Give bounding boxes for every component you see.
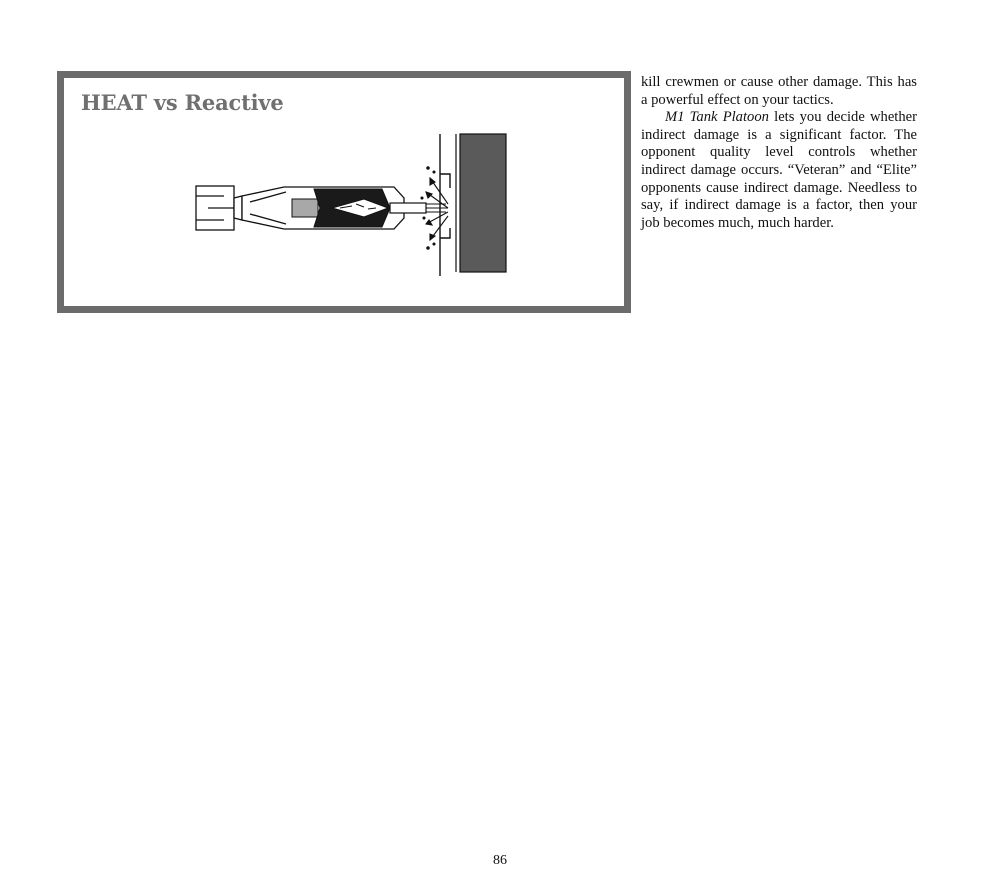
heat-round-illustration [64,78,624,306]
paragraph-1: kill crewmen or cause other damage. This has a powerful effect on your tactics. [641,74,917,108]
reactive-armor-plate [440,134,450,276]
figure-title: HEAT vs Reactive [81,90,284,115]
nose-probe [390,203,426,213]
paragraph-2-text: lets you decide whether indirect damage is a significant factor. The opponent quality level controls whether indirect damage occurs. “Veteran” and “Elite” opponents cause indirect damage. Needless to say, if indirect damage is a factor, then your job becomes much, much harder. [641,109,917,231]
game-title: M1 Tank Platoon [665,109,769,126]
paragraph-2 [641,109,917,232]
page-number: 86 [493,853,507,868]
charge-base [292,199,318,217]
figure-box [57,71,631,313]
main-armor [460,134,506,272]
projectile-tail [196,186,242,230]
body-text [641,74,917,232]
